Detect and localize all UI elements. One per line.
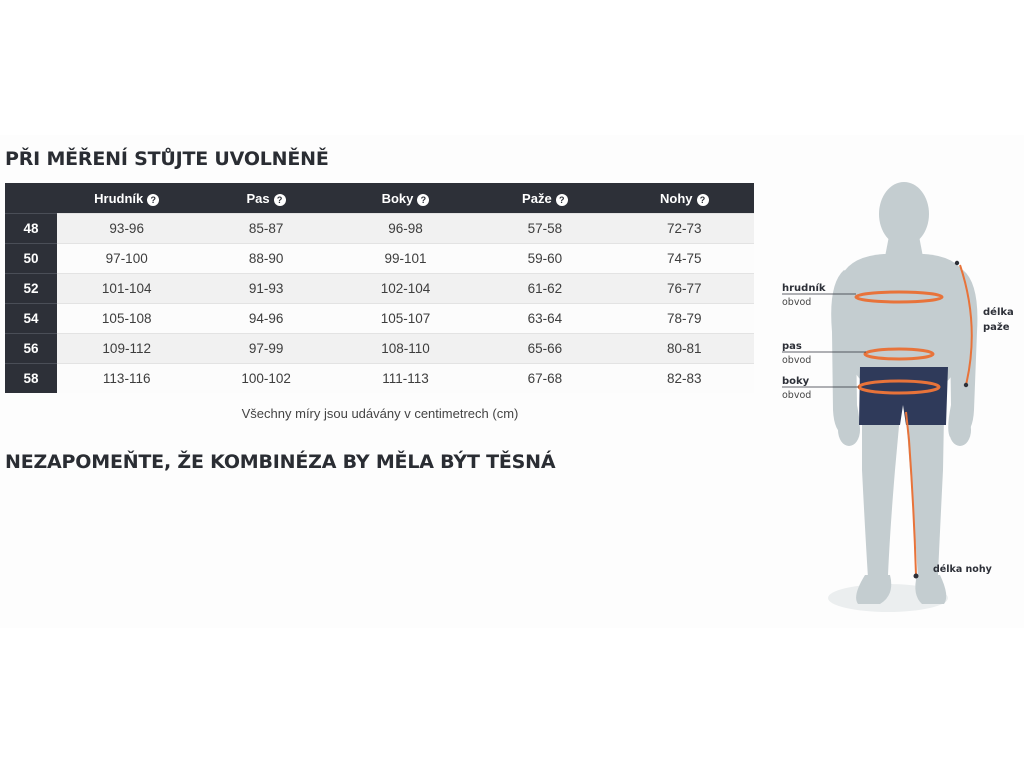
arms-cell: 57-58 [475, 214, 614, 244]
table-header-row [5, 183, 754, 214]
shorts [859, 367, 948, 425]
hips-cell: 108-110 [336, 334, 475, 364]
legs-cell: 78-79 [615, 304, 754, 334]
chest-cell: 105-108 [57, 304, 196, 334]
hips-label: boky [782, 376, 810, 387]
hips-cell: 102-104 [336, 274, 475, 304]
chest-cell: 97-100 [57, 244, 196, 274]
column-header-chest[interactable] [57, 183, 196, 214]
help-icon[interactable]: ? [274, 194, 286, 206]
chest-sub-label: obvod [782, 297, 812, 308]
hips-cell: 96-98 [336, 214, 475, 244]
waist-cell: 97-99 [196, 334, 335, 364]
hips-sub-label: obvod [782, 390, 812, 401]
size-cell: 50 [5, 244, 57, 274]
arms-cell: 65-66 [475, 334, 614, 364]
size-table [5, 183, 754, 393]
column-header-hips[interactable] [336, 183, 475, 214]
chest-cell: 101-104 [57, 274, 196, 304]
help-icon[interactable]: ? [147, 194, 159, 206]
measure-heading: PŘI MĚŘENÍ STŮJTE UVOLNĚNĚ [5, 148, 329, 170]
column-label: Hrudník [94, 190, 144, 206]
chest-cell: 113-116 [57, 364, 196, 394]
waist-sub-label: obvod [782, 355, 812, 366]
legs-cell: 82-83 [615, 364, 754, 394]
waist-cell: 85-87 [196, 214, 335, 244]
waist-label: pas [782, 341, 802, 352]
arms-cell: 67-68 [475, 364, 614, 394]
legs-cell: 72-73 [615, 214, 754, 244]
units-note: Všechny míry jsou udávány v centimetrech (cm) [241, 406, 519, 421]
hips-cell: 111-113 [336, 364, 475, 394]
fit-heading: NEZAPOMEŇTE, ŽE KOMBINÉZA BY MĚLA BÝT TĚSNÁ [5, 451, 556, 473]
waist-cell: 94-96 [196, 304, 335, 334]
waist-cell: 91-93 [196, 274, 335, 304]
arm-length-label-2: paže [983, 322, 1010, 333]
column-label: Paže [522, 190, 552, 206]
help-icon[interactable]: ? [556, 194, 568, 206]
table-row [5, 244, 754, 274]
table-row [5, 274, 754, 304]
table-row [5, 364, 754, 394]
help-icon[interactable]: ? [697, 194, 709, 206]
legs-cell: 76-77 [615, 274, 754, 304]
legs-cell: 80-81 [615, 334, 754, 364]
size-column-header [5, 183, 57, 214]
hips-cell: 99-101 [336, 244, 475, 274]
column-header-arms[interactable] [475, 183, 614, 214]
column-label: Boky [381, 190, 414, 206]
column-header-waist[interactable] [196, 183, 335, 214]
table-row [5, 334, 754, 364]
table-row [5, 214, 754, 244]
column-label: Pas [246, 190, 270, 206]
chest-cell: 109-112 [57, 334, 196, 364]
size-cell: 56 [5, 334, 57, 364]
size-cell: 48 [5, 214, 57, 244]
arm-length-label: délka [983, 307, 1014, 318]
arms-cell: 63-64 [475, 304, 614, 334]
size-cell: 52 [5, 274, 57, 304]
help-icon[interactable]: ? [417, 194, 429, 206]
waist-cell: 88-90 [196, 244, 335, 274]
table-row [5, 304, 754, 334]
column-label: Nohy [660, 190, 693, 206]
size-cell: 58 [5, 364, 57, 394]
leg-length-label: délka nohy [933, 564, 992, 575]
chest-label: hrudník [782, 283, 826, 294]
hips-cell: 105-107 [336, 304, 475, 334]
chest-cell: 93-96 [57, 214, 196, 244]
column-header-legs[interactable] [615, 183, 754, 214]
legs-cell: 74-75 [615, 244, 754, 274]
waist-cell: 100-102 [196, 364, 335, 394]
arms-cell: 61-62 [475, 274, 614, 304]
body-measurement-figure [775, 175, 1020, 620]
arms-cell: 59-60 [475, 244, 614, 274]
size-cell: 54 [5, 304, 57, 334]
